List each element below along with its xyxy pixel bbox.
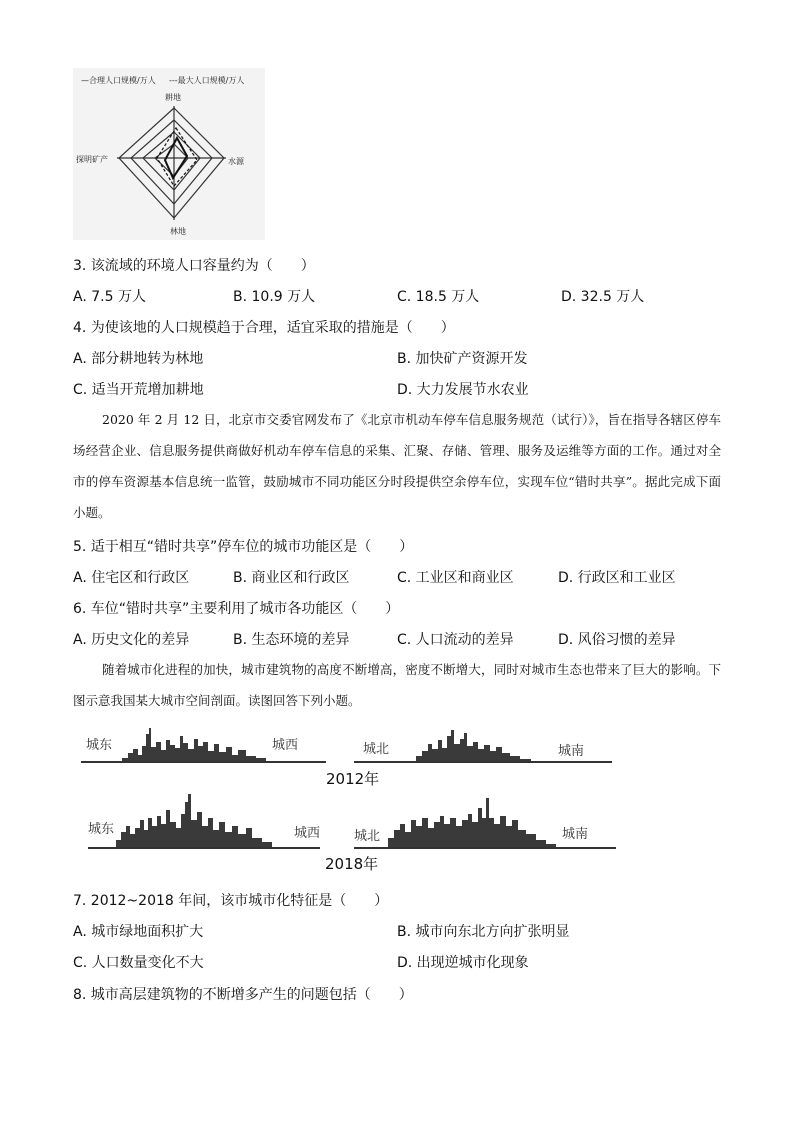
skyline-2012-south-label: 城南 (558, 744, 585, 759)
q4-option-d: D. 大力发展节水农业 (397, 382, 529, 398)
q5-option-a: A. 住宅区和行政区 (73, 570, 190, 586)
skyline-2012-east-label: 城东 (86, 738, 113, 753)
q7-option-d: D. 出现逆城市化现象 (397, 955, 529, 971)
skyline-2012-east-west (81, 728, 326, 762)
passage-parking: 2020 年 2 月 12 日，北京市交委官网发布了《北京市机动车停车信息服务规范（试行）》，旨在指导各辖区停车场经营企业、信息服务提供商做好机动车停车信息的采集、汇聚、存储、管理、服务及运维等方面的工作。通过对全市的停车资源基本信息统一监管，鼓励城市不同功能区分时段提供空余停车位，实现车位“错时共享”。据此完成下面小题。 (73, 412, 721, 520)
q7-option-c: C. 人口数量变化不大 (73, 955, 204, 971)
skyline-2018-west-label: 城西 (294, 826, 321, 841)
skyline-2018-east-west (88, 794, 320, 848)
year-2018-label: 2018年 (325, 855, 379, 873)
q4-option-c: C. 适当开荒增加耕地 (73, 382, 204, 398)
q7-option-b: B. 城市向东北方向扩张明显 (397, 924, 570, 940)
skyline-2018-south-label: 城南 (562, 827, 589, 842)
q6-option-a: A. 历史文化的差异 (73, 632, 190, 648)
q3-option-a: A. 7.5 万人 (73, 289, 146, 305)
q6-option-c: C. 人口流动的差异 (397, 632, 514, 648)
q5-option-c: C. 工业区和商业区 (397, 570, 514, 586)
q5-option-b: B. 商业区和行政区 (233, 570, 350, 586)
q8-stem: 8. 城市高层建筑物的不断增多产生的问题包括（ ） (73, 987, 413, 1003)
skyline-2018-north-label: 城北 (354, 829, 381, 844)
q6-stem: 6. 车位“错时共享”主要利用了城市各功能区（ ） (73, 601, 400, 617)
radar-legend-max: ---最大人口规模/万人 (169, 76, 245, 85)
radar-figure (73, 68, 265, 240)
skyline-2018-north-south (354, 798, 616, 848)
radar-axis-top: 耕地 (165, 93, 181, 102)
skyline-2012-north-label: 城北 (363, 742, 390, 757)
skyline-2018-east-label: 城东 (88, 822, 115, 837)
radar-axis-right: 水源 (228, 157, 244, 166)
q3-option-b: B. 10.9 万人 (233, 289, 316, 305)
q4-option-b: B. 加快矿产资源开发 (397, 351, 528, 367)
q6-option-b: B. 生态环境的差异 (233, 632, 350, 648)
q3-option-c: C. 18.5 万人 (397, 289, 480, 305)
q4-stem: 4. 为使该地的人口规模趋于合理，适宜采取的措施是（ ） (73, 320, 455, 336)
passage-urbanization: 随着城市化进程的加快，城市建筑物的高度不断增高，密度不断增大，同时对城市生态也带来了巨大的影响。下图示意我国某大城市空间剖面。读图回答下列小题。 (73, 662, 721, 708)
q3-option-d: D. 32.5 万人 (561, 289, 645, 305)
radar-axis-bottom: 林地 (170, 227, 186, 236)
q7-option-a: A. 城市绿地面积扩大 (73, 924, 204, 940)
q5-option-d: D. 行政区和工业区 (558, 570, 676, 586)
year-2012-label: 2012年 (326, 770, 380, 788)
q3-stem: 3. 该流域的环境人口容量约为（ ） (73, 258, 315, 274)
q4-option-a: A. 部分耕地转为林地 (73, 351, 204, 367)
skyline-2012-north-south (354, 730, 612, 762)
q6-option-d: D. 风俗习惯的差异 (558, 632, 676, 648)
radar-axis-left: 探明矿产 (76, 155, 108, 164)
radar-legend-reasonable: —合理人口规模/万人 (81, 76, 156, 85)
q5-stem: 5. 适于相互“错时共享”停车位的城市功能区是（ ） (73, 539, 414, 555)
q7-stem: 7. 2012~2018 年间，该市城市化特征是（ ） (73, 893, 389, 909)
skyline-2012-west-label: 城西 (272, 738, 299, 753)
skyline-figure (76, 722, 621, 877)
